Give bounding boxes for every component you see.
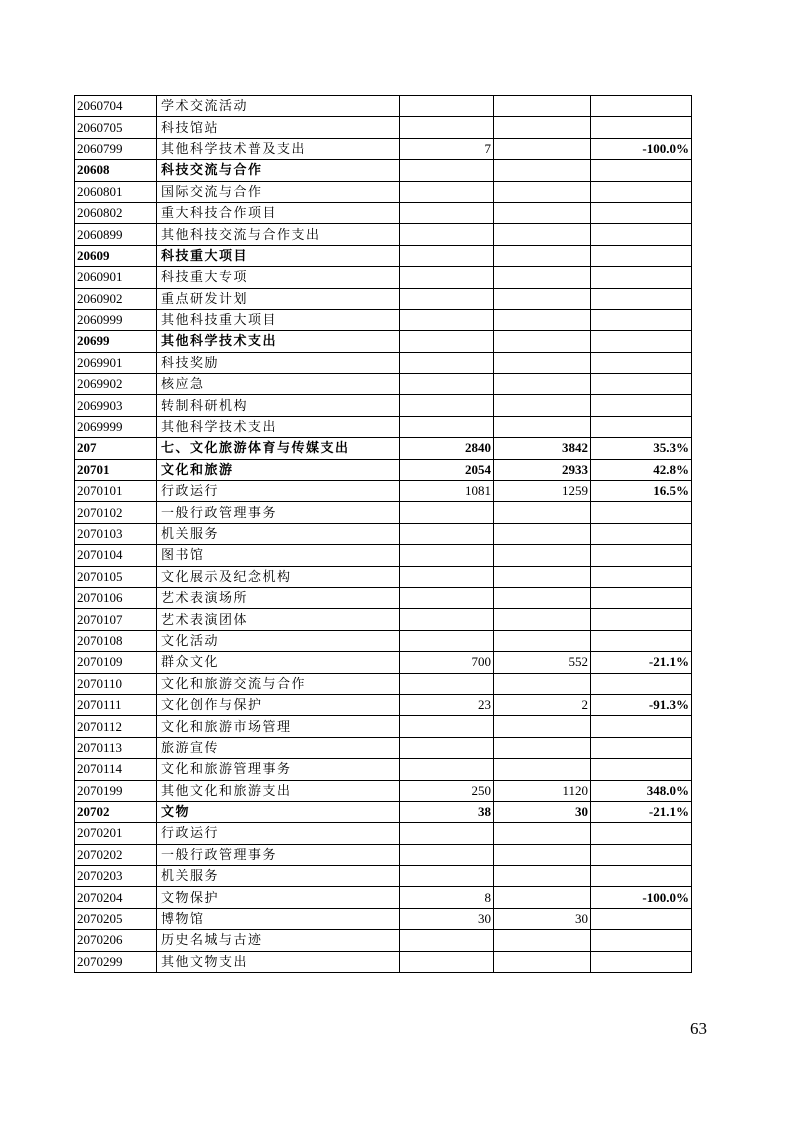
cell-value-1: 250 (400, 780, 494, 801)
cell-value-1 (400, 245, 494, 266)
table-row (75, 224, 692, 245)
table-row (75, 566, 692, 587)
cell-code: 20701 (75, 459, 157, 480)
cell-change-percent (591, 502, 692, 523)
cell-code: 207 (75, 438, 157, 459)
cell-change-percent: 348.0% (591, 780, 692, 801)
cell-change-percent (591, 352, 692, 373)
cell-change-percent (591, 267, 692, 288)
table-row (75, 245, 692, 266)
cell-change-percent (591, 331, 692, 352)
cell-value-2 (494, 502, 591, 523)
cell-name: 学术交流活动 (157, 96, 400, 117)
cell-value-1 (400, 202, 494, 223)
cell-code: 20702 (75, 801, 157, 822)
cell-value-2 (494, 737, 591, 758)
cell-change-percent: -91.3% (591, 694, 692, 715)
cell-value-2 (494, 630, 591, 651)
cell-code: 2070107 (75, 609, 157, 630)
cell-code: 20608 (75, 160, 157, 181)
cell-code: 2070203 (75, 866, 157, 887)
cell-name: 转制科研机构 (157, 395, 400, 416)
cell-change-percent: -100.0% (591, 887, 692, 908)
cell-change-percent (591, 566, 692, 587)
cell-code: 2060901 (75, 267, 157, 288)
cell-name: 行政运行 (157, 823, 400, 844)
cell-name: 科技奖励 (157, 352, 400, 373)
cell-value-2 (494, 245, 591, 266)
cell-value-1 (400, 374, 494, 395)
cell-value-1: 7 (400, 138, 494, 159)
cell-value-2 (494, 545, 591, 566)
cell-code: 2069902 (75, 374, 157, 395)
cell-value-2: 1259 (494, 481, 591, 502)
cell-value-1 (400, 759, 494, 780)
cell-value-2 (494, 202, 591, 223)
cell-code: 2070111 (75, 694, 157, 715)
table-row (75, 887, 692, 908)
cell-code: 2070202 (75, 844, 157, 865)
cell-value-1 (400, 545, 494, 566)
table-row (75, 523, 692, 544)
cell-value-1: 1081 (400, 481, 494, 502)
table-row (75, 780, 692, 801)
cell-name: 行政运行 (157, 481, 400, 502)
cell-change-percent: 35.3% (591, 438, 692, 459)
cell-value-1 (400, 288, 494, 309)
cell-change-percent (591, 202, 692, 223)
cell-change-percent (591, 759, 692, 780)
cell-name: 文物 (157, 801, 400, 822)
cell-name: 艺术表演场所 (157, 587, 400, 608)
cell-value-2: 3842 (494, 438, 591, 459)
cell-value-2 (494, 609, 591, 630)
cell-code: 2070205 (75, 908, 157, 929)
cell-change-percent (591, 181, 692, 202)
table-row (75, 96, 692, 117)
cell-value-1 (400, 523, 494, 544)
cell-code: 2070108 (75, 630, 157, 651)
cell-change-percent: 42.8% (591, 459, 692, 480)
cell-code: 2060705 (75, 117, 157, 138)
cell-value-2 (494, 866, 591, 887)
table-row (75, 438, 692, 459)
cell-code: 2060902 (75, 288, 157, 309)
cell-value-2 (494, 416, 591, 437)
cell-name: 一般行政管理事务 (157, 844, 400, 865)
cell-change-percent (591, 866, 692, 887)
cell-name: 群众文化 (157, 652, 400, 673)
cell-change-percent (591, 416, 692, 437)
cell-value-1 (400, 716, 494, 737)
cell-value-1: 38 (400, 801, 494, 822)
table-row (75, 288, 692, 309)
cell-name: 历史名城与古迹 (157, 930, 400, 951)
cell-code: 2069999 (75, 416, 157, 437)
cell-change-percent (591, 395, 692, 416)
cell-name: 科技交流与合作 (157, 160, 400, 181)
cell-change-percent (591, 160, 692, 181)
table-row (75, 181, 692, 202)
cell-name: 其他科技交流与合作支出 (157, 224, 400, 245)
cell-value-1 (400, 609, 494, 630)
cell-name: 科技重大项目 (157, 245, 400, 266)
table-row (75, 481, 692, 502)
cell-value-1 (400, 823, 494, 844)
cell-code: 2070299 (75, 951, 157, 972)
cell-name: 国际交流与合作 (157, 181, 400, 202)
cell-value-1 (400, 117, 494, 138)
cell-value-1 (400, 160, 494, 181)
cell-value-1 (400, 309, 494, 330)
cell-change-percent: -21.1% (591, 652, 692, 673)
cell-value-1: 30 (400, 908, 494, 929)
cell-change-percent (591, 523, 692, 544)
cell-value-1 (400, 951, 494, 972)
table-row (75, 844, 692, 865)
table-row (75, 908, 692, 929)
table-row (75, 309, 692, 330)
cell-value-2 (494, 930, 591, 951)
cell-value-1 (400, 395, 494, 416)
cell-name: 旅游宣传 (157, 737, 400, 758)
table-row (75, 673, 692, 694)
cell-value-1 (400, 267, 494, 288)
table-row (75, 951, 692, 972)
cell-name: 图书馆 (157, 545, 400, 566)
cell-value-2 (494, 309, 591, 330)
cell-value-2: 2 (494, 694, 591, 715)
cell-name: 其他科学技术支出 (157, 416, 400, 437)
cell-change-percent (591, 245, 692, 266)
cell-code: 2070106 (75, 587, 157, 608)
cell-value-2 (494, 587, 591, 608)
cell-value-1 (400, 673, 494, 694)
cell-value-2 (494, 887, 591, 908)
cell-value-1 (400, 502, 494, 523)
cell-code: 2070112 (75, 716, 157, 737)
table-row (75, 694, 692, 715)
table-row (75, 416, 692, 437)
cell-code: 2070109 (75, 652, 157, 673)
cell-value-2: 2933 (494, 459, 591, 480)
table-row (75, 737, 692, 758)
table-body (75, 96, 692, 973)
cell-value-2 (494, 523, 591, 544)
cell-change-percent (591, 673, 692, 694)
cell-name: 科技重大专项 (157, 267, 400, 288)
cell-code: 2070114 (75, 759, 157, 780)
cell-name: 其他科学技术普及支出 (157, 138, 400, 159)
cell-value-2: 30 (494, 801, 591, 822)
cell-value-1: 2054 (400, 459, 494, 480)
table-row (75, 374, 692, 395)
table-row (75, 117, 692, 138)
cell-code: 2060799 (75, 138, 157, 159)
cell-change-percent (591, 374, 692, 395)
cell-name: 核应急 (157, 374, 400, 395)
cell-change-percent: 16.5% (591, 481, 692, 502)
cell-value-2 (494, 716, 591, 737)
table-row (75, 801, 692, 822)
table-row (75, 866, 692, 887)
cell-value-2 (494, 759, 591, 780)
cell-name: 文化创作与保护 (157, 694, 400, 715)
cell-name: 博物馆 (157, 908, 400, 929)
cell-code: 2070101 (75, 481, 157, 502)
cell-code: 2060999 (75, 309, 157, 330)
cell-name: 文化和旅游市场管理 (157, 716, 400, 737)
table-row (75, 630, 692, 651)
cell-value-1 (400, 866, 494, 887)
cell-name: 其他科学技术支出 (157, 331, 400, 352)
cell-code: 2070110 (75, 673, 157, 694)
cell-code: 2070199 (75, 780, 157, 801)
cell-value-1 (400, 587, 494, 608)
cell-value-2 (494, 160, 591, 181)
cell-change-percent (591, 288, 692, 309)
cell-value-1 (400, 352, 494, 373)
cell-name: 文化和旅游 (157, 459, 400, 480)
cell-code: 2069903 (75, 395, 157, 416)
cell-value-1 (400, 566, 494, 587)
cell-change-percent (591, 309, 692, 330)
cell-code: 2060704 (75, 96, 157, 117)
cell-value-2: 30 (494, 908, 591, 929)
cell-name: 文化活动 (157, 630, 400, 651)
cell-value-2 (494, 267, 591, 288)
table-row (75, 331, 692, 352)
cell-change-percent (591, 823, 692, 844)
cell-value-2 (494, 673, 591, 694)
cell-change-percent: -21.1% (591, 801, 692, 822)
cell-value-2 (494, 117, 591, 138)
cell-name: 文化和旅游交流与合作 (157, 673, 400, 694)
table-row (75, 545, 692, 566)
table-row (75, 587, 692, 608)
cell-change-percent (591, 587, 692, 608)
cell-value-1: 700 (400, 652, 494, 673)
cell-code: 2060899 (75, 224, 157, 245)
cell-name: 艺术表演团体 (157, 609, 400, 630)
cell-name: 文物保护 (157, 887, 400, 908)
cell-value-2 (494, 331, 591, 352)
table-row (75, 459, 692, 480)
cell-change-percent (591, 96, 692, 117)
cell-value-2 (494, 224, 591, 245)
cell-value-1: 2840 (400, 438, 494, 459)
table-row (75, 160, 692, 181)
cell-code: 2070113 (75, 737, 157, 758)
cell-value-2: 1120 (494, 780, 591, 801)
cell-value-1: 23 (400, 694, 494, 715)
table-row (75, 352, 692, 373)
cell-code: 2070105 (75, 566, 157, 587)
table-row (75, 138, 692, 159)
table-row (75, 652, 692, 673)
cell-name: 其他文物支出 (157, 951, 400, 972)
cell-change-percent (591, 545, 692, 566)
cell-change-percent (591, 609, 692, 630)
table-row (75, 716, 692, 737)
cell-change-percent (591, 908, 692, 929)
cell-change-percent (591, 630, 692, 651)
cell-code: 2070103 (75, 523, 157, 544)
cell-name: 文化展示及纪念机构 (157, 566, 400, 587)
cell-change-percent (591, 117, 692, 138)
table-row (75, 395, 692, 416)
cell-change-percent (591, 737, 692, 758)
cell-change-percent (591, 224, 692, 245)
table-row (75, 823, 692, 844)
cell-value-1 (400, 930, 494, 951)
cell-value-1 (400, 737, 494, 758)
cell-value-2 (494, 844, 591, 865)
cell-value-2 (494, 96, 591, 117)
cell-value-2 (494, 823, 591, 844)
cell-value-1: 8 (400, 887, 494, 908)
cell-code: 2070204 (75, 887, 157, 908)
cell-code: 20609 (75, 245, 157, 266)
page-number: 63 (690, 1019, 707, 1038)
cell-value-2 (494, 288, 591, 309)
budget-table (74, 95, 692, 973)
table-row (75, 930, 692, 951)
cell-change-percent (591, 951, 692, 972)
cell-name: 科技馆站 (157, 117, 400, 138)
table-row (75, 759, 692, 780)
cell-value-2 (494, 181, 591, 202)
cell-value-2 (494, 951, 591, 972)
cell-value-1 (400, 96, 494, 117)
cell-change-percent: -100.0% (591, 138, 692, 159)
cell-value-1 (400, 331, 494, 352)
table-row (75, 502, 692, 523)
cell-change-percent (591, 930, 692, 951)
cell-name: 文化和旅游管理事务 (157, 759, 400, 780)
cell-value-2 (494, 138, 591, 159)
cell-name: 其他文化和旅游支出 (157, 780, 400, 801)
cell-value-1 (400, 416, 494, 437)
cell-change-percent (591, 844, 692, 865)
cell-name: 七、文化旅游体育与传媒支出 (157, 438, 400, 459)
cell-value-1 (400, 224, 494, 245)
cell-value-2 (494, 374, 591, 395)
cell-value-2 (494, 352, 591, 373)
cell-name: 重点研发计划 (157, 288, 400, 309)
table-row (75, 267, 692, 288)
table-row (75, 609, 692, 630)
cell-name: 重大科技合作项目 (157, 202, 400, 223)
cell-code: 2070104 (75, 545, 157, 566)
cell-code: 20699 (75, 331, 157, 352)
cell-name: 机关服务 (157, 866, 400, 887)
cell-name: 机关服务 (157, 523, 400, 544)
cell-code: 2070206 (75, 930, 157, 951)
cell-change-percent (591, 716, 692, 737)
cell-value-1 (400, 844, 494, 865)
cell-value-2: 552 (494, 652, 591, 673)
cell-code: 2060802 (75, 202, 157, 223)
cell-name: 其他科技重大项目 (157, 309, 400, 330)
cell-value-2 (494, 566, 591, 587)
cell-value-1 (400, 181, 494, 202)
cell-code: 2070102 (75, 502, 157, 523)
cell-name: 一般行政管理事务 (157, 502, 400, 523)
cell-code: 2069901 (75, 352, 157, 373)
cell-code: 2070201 (75, 823, 157, 844)
cell-value-1 (400, 630, 494, 651)
table-row (75, 202, 692, 223)
cell-value-2 (494, 395, 591, 416)
cell-code: 2060801 (75, 181, 157, 202)
